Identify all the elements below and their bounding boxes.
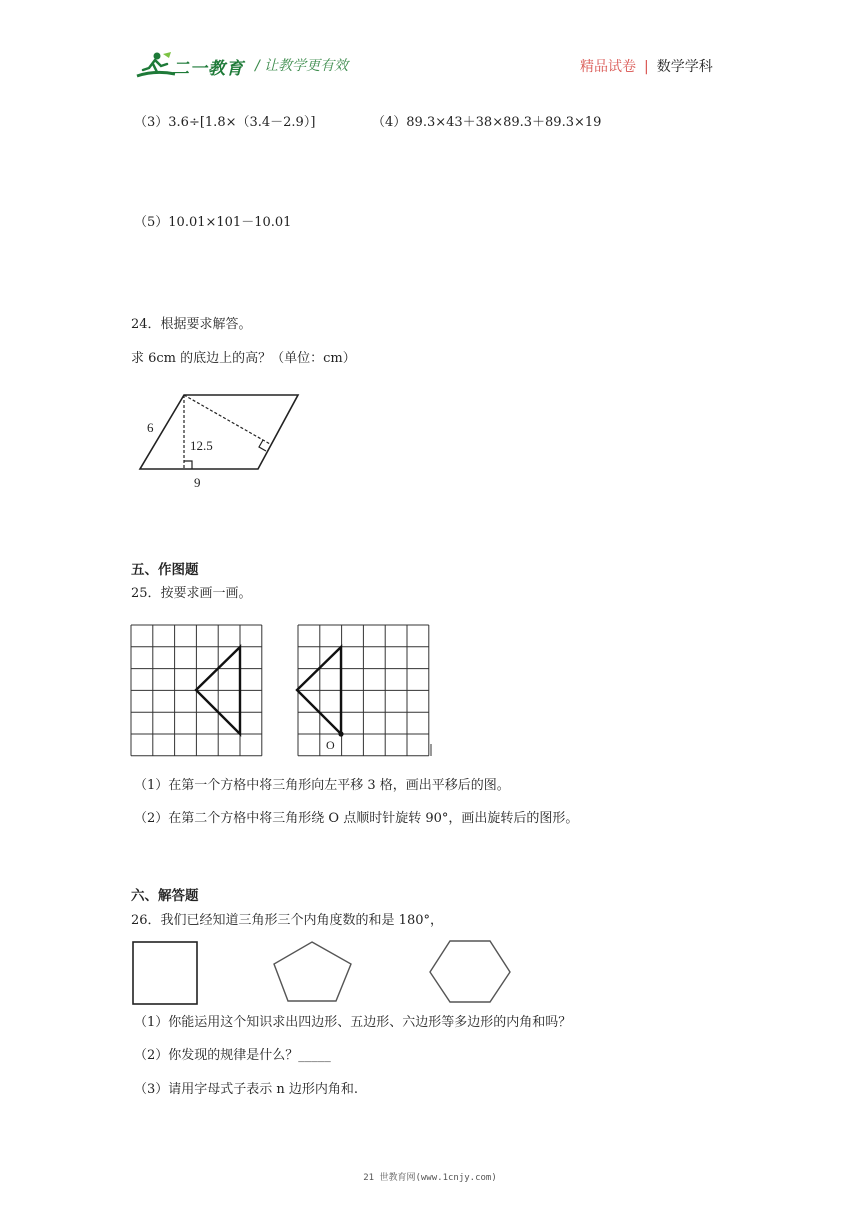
right-angle-mark-base bbox=[184, 461, 192, 469]
parallelogram-figure bbox=[130, 388, 310, 490]
brand-slogan: / 让教学更有效 bbox=[255, 58, 349, 74]
q24-title: 24．根据要求解答。 bbox=[131, 317, 252, 332]
height-label: 12.5 bbox=[190, 438, 213, 453]
side-label: 6 bbox=[147, 420, 154, 435]
right-angle-mark-side bbox=[259, 440, 266, 451]
header-separator: | bbox=[644, 59, 649, 75]
square-shape bbox=[133, 942, 197, 1004]
footer-text: 21 世教育网(www.1cnjy.com) bbox=[363, 1173, 497, 1183]
hexagon-shape bbox=[430, 941, 510, 1002]
q25-title: 25．按要求画一画。 bbox=[131, 586, 252, 601]
section-5-title: 五、作图题 bbox=[131, 562, 199, 578]
grid-figures bbox=[128, 622, 438, 762]
subject-label: 数学学科 bbox=[656, 59, 713, 75]
polygons-figure bbox=[128, 938, 518, 1008]
q26-item-2: （2）你发现的规律是什么？_____ bbox=[134, 1048, 331, 1063]
point-o-marker bbox=[338, 731, 343, 736]
pentagon-shape bbox=[274, 942, 351, 1001]
q25-item-2: （2）在第二个方格中将三角形绕 O 点顺时针旋转 90°，画出旋转后的图形。 bbox=[134, 811, 579, 826]
q26-item-3: （3）请用字母式子表示 n 边形内角和. bbox=[134, 1082, 359, 1097]
paper-type-label: 精品试卷 bbox=[580, 59, 636, 75]
point-o-label: O bbox=[326, 738, 335, 752]
base-label: 9 bbox=[194, 475, 201, 490]
grid-2 bbox=[298, 625, 429, 756]
parallelogram-shape bbox=[140, 395, 298, 469]
height-to-side-line bbox=[184, 395, 270, 444]
q23-item-4: （4）89.3×43＋38×89.3＋89.3×19 bbox=[372, 115, 602, 130]
q26-item-1: （1）你能运用这个知识求出四边形、五边形、六边形等多边形的内角和吗？ bbox=[134, 1015, 572, 1030]
section-6-title: 六、解答题 bbox=[131, 888, 199, 904]
q24-prompt: 求 6cm 的底边上的高？（单位：cm） bbox=[131, 351, 356, 366]
q23-item-3: （3）3.6÷[1.8×（3.4－2.9）] bbox=[134, 115, 316, 130]
q23-item-5: （5）10.01×101－10.01 bbox=[134, 215, 292, 230]
header-labels bbox=[580, 56, 713, 76]
q26-title: 26．我们已经知道三角形三个内角度数的和是 180°， bbox=[131, 913, 443, 928]
brand-name: 二一教育 bbox=[172, 59, 244, 79]
q25-item-1: （1）在第一个方格中将三角形向左平移 3 格，画出平移后的图。 bbox=[134, 778, 510, 793]
